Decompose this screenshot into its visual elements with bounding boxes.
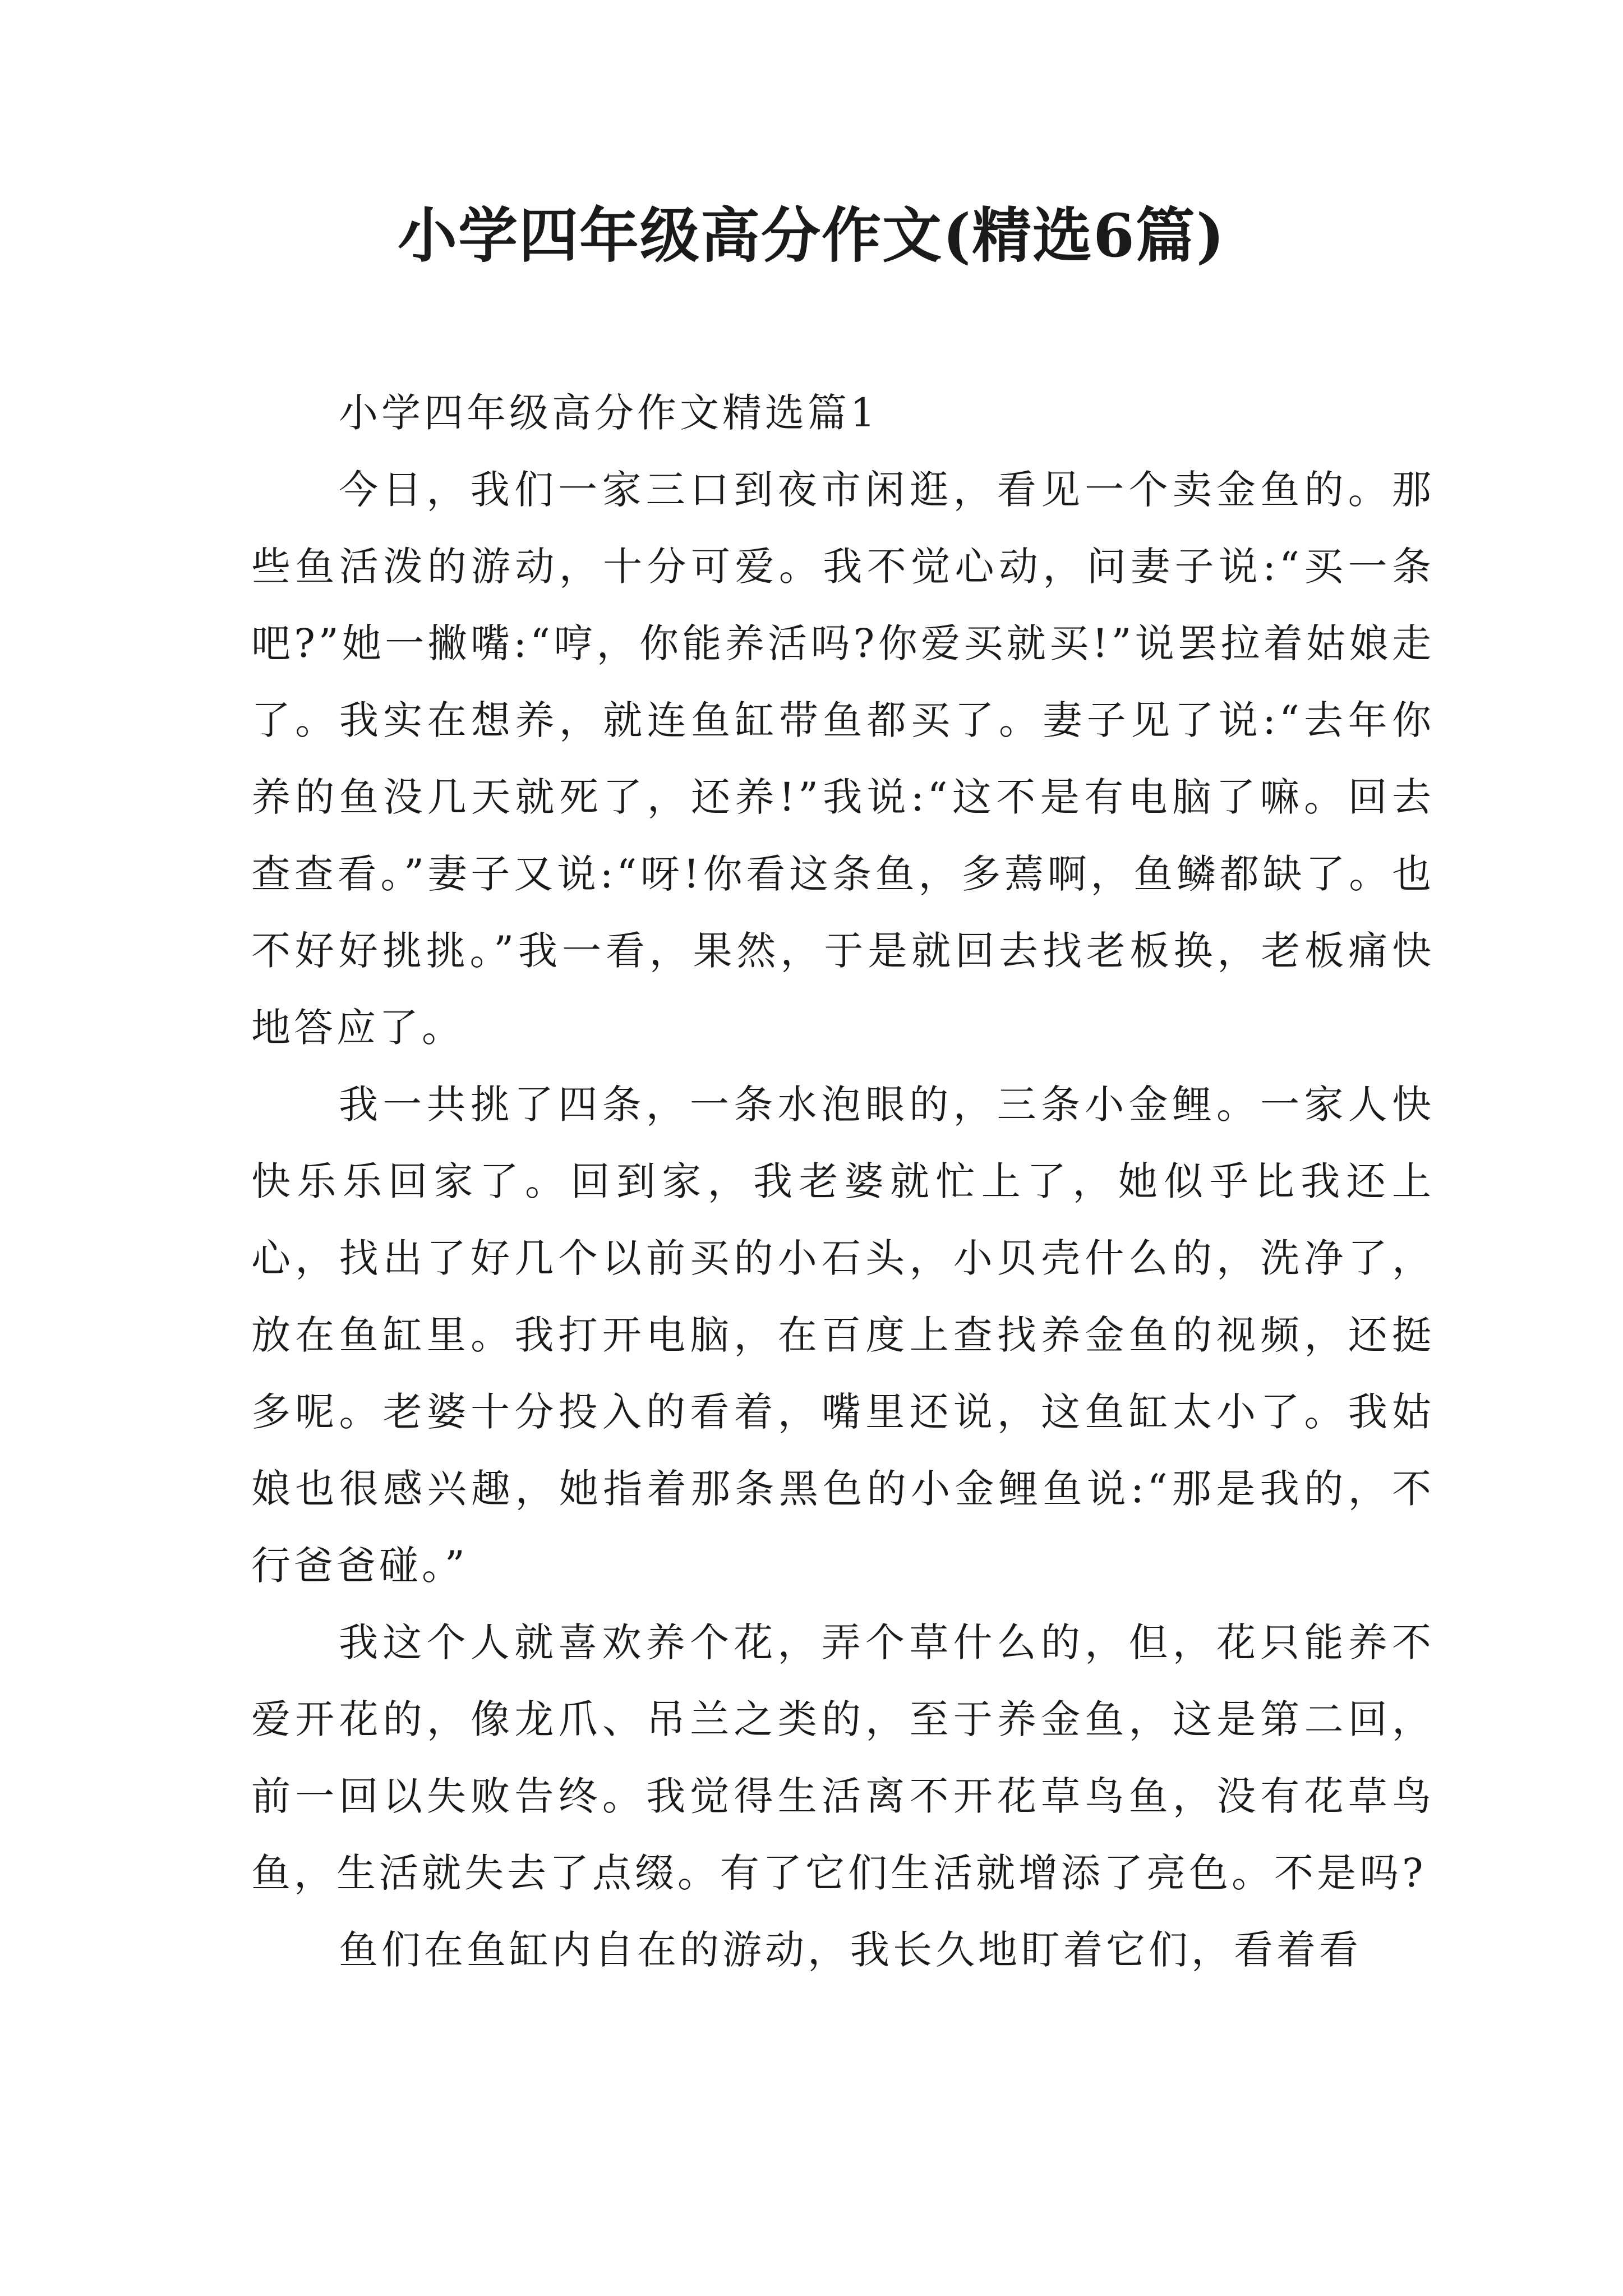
document-title: 小学四年级高分作文(精选6篇) (397, 200, 1226, 270)
paragraph-4: 鱼们在鱼缸内自在的游动，我长久地盯着它们，看着看 (339, 1927, 1362, 1973)
section-heading: 小学四年级高分作文精选篇1 (339, 390, 879, 436)
paragraph-3: 我这个人就喜欢养个花，弄个草什么的，但，花只能养不爱开花的，像龙爪、吊兰之类的，至于养金鱼，这是第二回，前一回以失败告终。我觉得生活离不开花草鸟鱼，没有花草鸟鱼，生活就失去了点缀。有了它们生活就增添了亮色。不是吗? (251, 1619, 1435, 1896)
paragraph-1: 今日，我们一家三口到夜市闲逛，看见一个卖金鱼的。那些鱼活泼的游动，十分可爱。我不觉心动，问妻子说:“买一条吧?”她一撇嘴:“哼，你能养活吗?你爱买就买!”说罢拉着姑娘走了。我实在想养，就连鱼缸带鱼都买了。妻子见了说:“去年你养的鱼没几天就死了，还养!”我说:“这不是有电脑了嘛。回去查查看。”妻子又说:“呀!你看这条鱼，多蔫啊，鱼鳞都缺了。也不好好挑挑。”我一看，果然，于是就回去找老板换，老板痛快地答应了。 (251, 467, 1435, 1051)
document-body (251, 375, 1435, 1989)
paragraph-2: 我一共挑了四条，一条水泡眼的，三条小金鲤。一家人快快乐乐回家了。回到家，我老婆就忙上了，她似乎比我还上心，找出了好几个以前买的小石头，小贝壳什么的，洗净了，放在鱼缸里。我打开电脑，在百度上查找养金鱼的视频，还挺多呢。老婆十分投入的看着，嘴里还说，这鱼缸太小了。我姑娘也很感兴趣，她指着那条黑色的小金鲤鱼说:“那是我的，不行爸爸碰。” (251, 1082, 1435, 1589)
